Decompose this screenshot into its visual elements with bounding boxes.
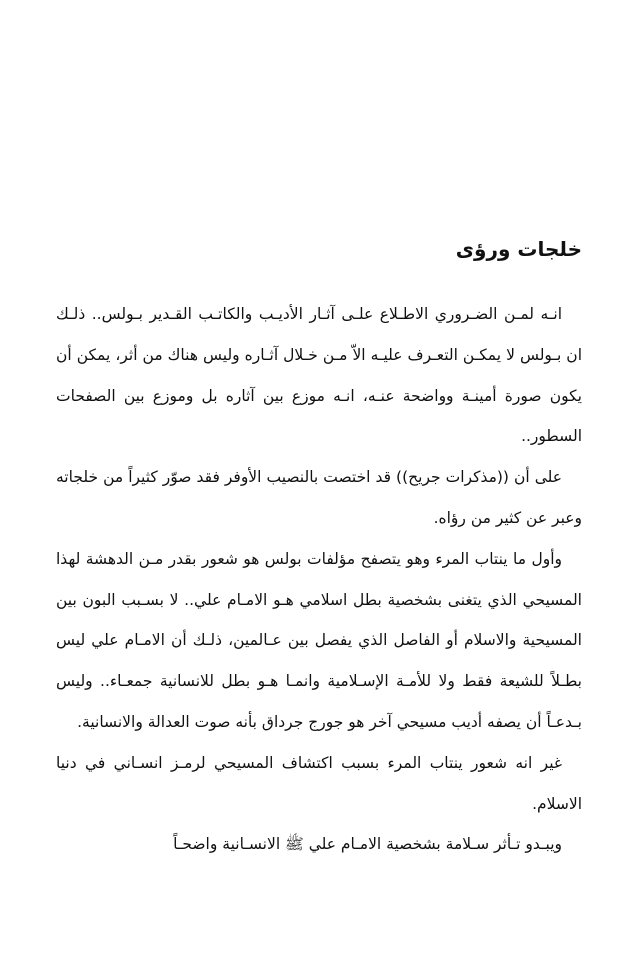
page-title: خلجات ورؤى [455,237,582,261]
paragraph-4: غير انه شعور ينتاب المرء بسبب اكتشاف المسيحي لرمـز انسـاني في دنيا الاسلام. [56,753,582,813]
paragraph-1: انـه لمـن الضـروري الاطـلاع علـى آثـار الأديـب والكاتـب القـدير بـولس.. ذلـك ان بـولس لا يمكـن التعـرف عليـه الاّ مـن خـلال آثـاره وليس هناك من أثر، يمكن أن يكون صورة أمينـة وواضحة عنـه، انـه موزع بين آثاره بل وموزع بين الصفحات السطور.. [56,305,582,446]
paragraph-2: على أن ((مذكرات جريح)) قد اختصت بالنصيب الأوفر فقد صوّر كثيراً من خلجاته وعبر عن كثير من رؤاه. [56,468,582,527]
document-page [56,222,582,865]
paragraph-5: ويبـدو تـأثر سـلامة بشخصية الامـام علي ﷺ الانسـانية واضحـاً [173,835,562,854]
paragraph-3: وأول ما ينتاب المرء وهو يتصفح مؤلفات بولس هو شعور بقدر مـن الدهشة لهذا المسيحي الذي يتغنى بشخصية بطل اسلامي هـو الامـام علي.. لا بسـبب البون بين المسيحية والاسلام أو الفاصل الذي يفصل بين عـالمين، ذلـك أن الامـام علي ليس بطـلاً للشيعة فقط ولا للأمـة الإسـلامية وانمـا هـو بطل للانسانية جمعـاء.. وليس بـدعـاً أن يصفه أديب مسيحي آخر هو جورج جرداق بأنه صوت العدالة والانسانية. [56,549,582,731]
